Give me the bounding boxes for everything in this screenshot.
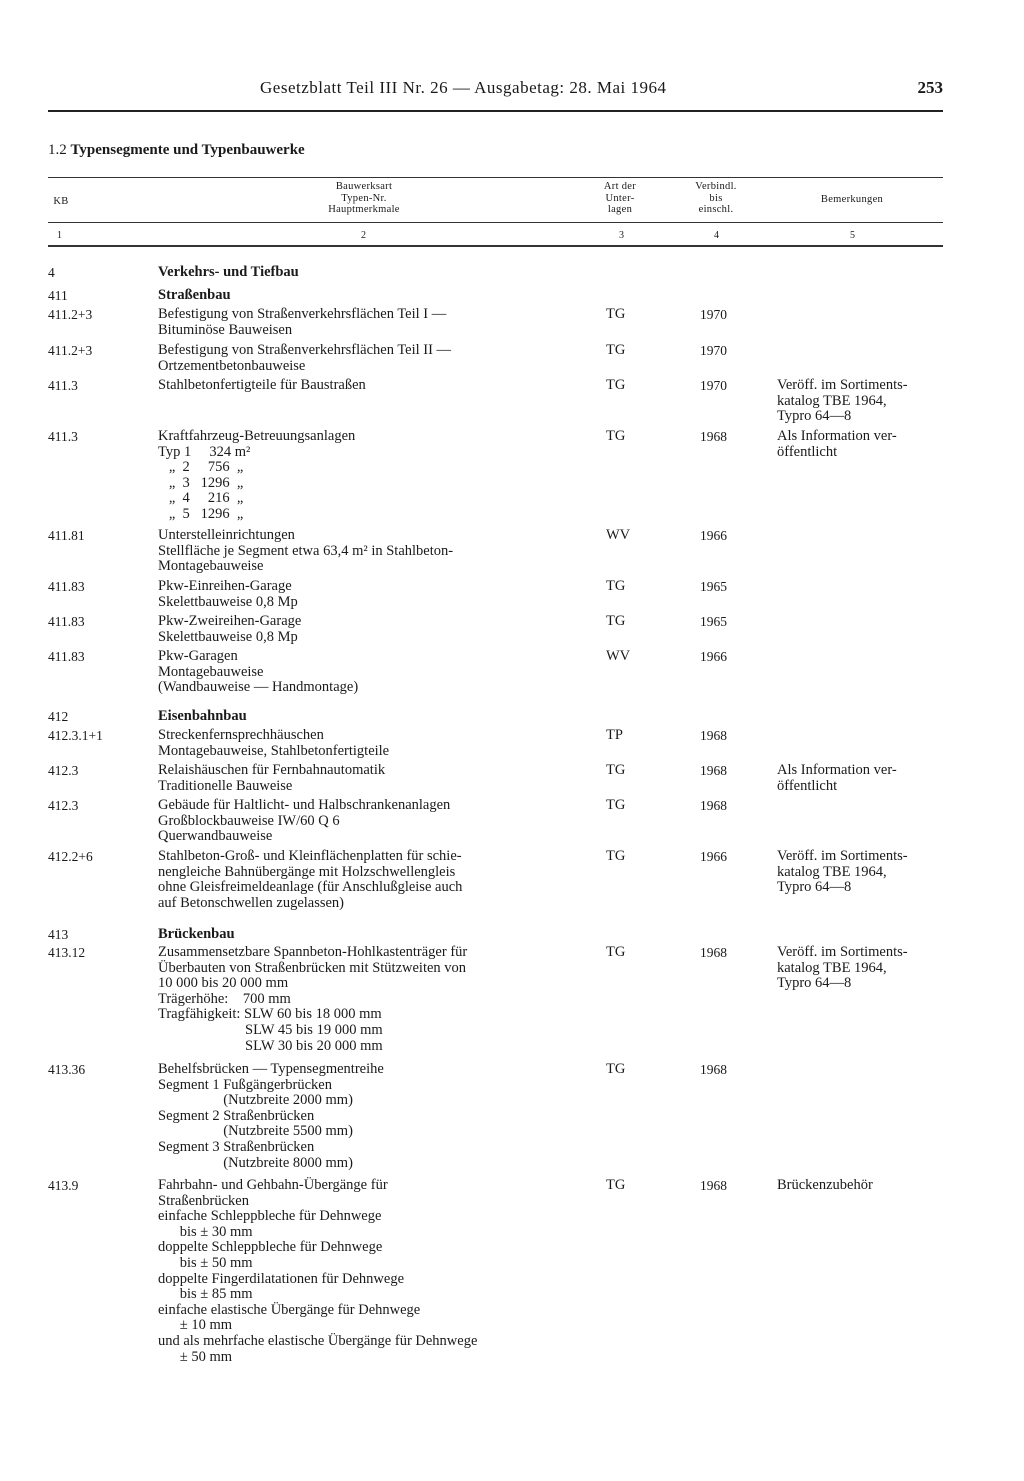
kb-code: 4	[48, 265, 55, 280]
type-description: Fahrbahn- und Gehbahn-Übergänge für Straßenbrücken einfache Schleppbleche für Dehnwege bis ± 30 mm doppelte Schleppbleche für Dehnwege bis ± 50 mm doppelte Fingerdilatationen für Dehnwege bis ± 85 mm einfache elastische Übergänge für Dehnwege ± 10 mm und als mehrfache elastische Übergänge für Dehnwege ± 50 mm	[158, 1177, 478, 1365]
col-header-bemerkungen: Bemerkungen	[820, 194, 884, 205]
group-heading: Straßenbau	[158, 287, 231, 303]
section-heading	[48, 142, 305, 159]
column-number-rule	[48, 245, 943, 247]
col-number-4: 4	[714, 230, 719, 241]
col-header-verbindlich: Verbindl. bis einschl.	[695, 181, 737, 215]
kb-code: 411.3	[48, 378, 78, 393]
binding-until-year: 1968	[700, 1178, 727, 1193]
document-type: TG	[606, 613, 626, 629]
type-description: Befestigung von Straßenverkehrsflächen Teil II — Ortzementbetonbauweise	[158, 342, 452, 374]
kb-code: 412.3.1+1	[48, 728, 103, 743]
document-type: TG	[606, 306, 626, 322]
kb-code: 413.36	[48, 1062, 86, 1077]
kb-code: 411.3	[48, 429, 78, 444]
document-type: WV	[606, 648, 631, 664]
document-type: TG	[606, 848, 626, 864]
document-type: TP	[606, 727, 623, 743]
table-top-rule	[48, 177, 943, 178]
type-description: Relaishäuschen für Fernbahnautomatik Traditionelle Bauweise	[158, 762, 386, 794]
kb-code: 411.2+3	[48, 343, 93, 358]
binding-until-year: 1965	[700, 579, 727, 594]
binding-until-year: 1968	[700, 429, 727, 444]
col-header-art: Art der Unter- lagen	[603, 181, 637, 215]
page-header	[48, 78, 943, 104]
type-description: Befestigung von Straßenverkehrsflächen Teil I — Bituminöse Bauweisen	[158, 306, 447, 338]
document-type: TG	[606, 377, 626, 393]
kb-code: 411.83	[48, 579, 85, 594]
kb-code: 413.12	[48, 945, 86, 960]
col-number-1: 1	[57, 230, 62, 241]
running-title: Gesetzblatt Teil III Nr. 26 — Ausgabetag: 28. Mai 1964	[260, 78, 667, 97]
document-type: TG	[606, 797, 626, 813]
document-type: TG	[606, 1177, 626, 1193]
remarks: Veröff. im Sortiments- katalog TBE 1964, Typro 64—8	[777, 944, 908, 992]
col-number-2: 2	[361, 230, 366, 241]
type-description: Unterstelleinrichtungen Stellfläche je Segment etwa 63,4 m² in Stahlbeton- Montagebauweise	[158, 527, 454, 575]
kb-code: 412.3	[48, 763, 79, 778]
binding-until-year: 1966	[700, 528, 727, 543]
header-rule	[48, 110, 943, 112]
type-description: Kraftfahrzeug-Betreuungsanlagen Typ 1 324 m² „ 2 756 „ „ 3 1296 „ „ 4 216 „ „ 5 1296 „	[158, 428, 356, 522]
kb-code: 411.2+3	[48, 307, 93, 322]
type-description: Stahlbeton-Groß- und Kleinflächenplatten für schie- nengleiche Bahnübergänge mit Holzschwellengleis ohne Gleisfreimeldeanlage (für Anschlußgleise auch auf Betonschwellen zugelassen)	[158, 848, 463, 911]
remarks: Veröff. im Sortiments- katalog TBE 1964, Typro 64—8	[777, 377, 908, 425]
page-number: 253	[917, 78, 943, 97]
kb-code: 412.2+6	[48, 849, 93, 864]
type-description: Stahlbetonfertigteile für Baustraßen	[158, 377, 366, 393]
type-description: Pkw-Garagen Montagebauweise (Wandbauweise — Handmontage)	[158, 648, 359, 696]
document-type: TG	[606, 1061, 626, 1077]
document-type: TG	[606, 762, 626, 778]
group-heading: Verkehrs- und Tiefbau	[158, 264, 299, 280]
col-header-kb: KB	[53, 196, 69, 207]
document-type: TG	[606, 578, 626, 594]
section-number: 1.2	[48, 142, 67, 158]
type-description: Zusammensetzbare Spannbeton-Hohlkastenträger für Überbauten von Straßenbrücken mit Stützweiten von 10 000 bis 20 000 mm Trägerhöhe: 700 mm Tragfähigkeit: SLW 60 bis 18 000 mm SLW 45 bis 19 000 mm SLW 30 bis 20 000 mm	[158, 944, 468, 1054]
type-description: Pkw-Zweireihen-Garage Skelettbauweise 0,8 Mp	[158, 613, 302, 645]
header-divider-rule	[48, 222, 943, 223]
kb-code: 413	[48, 927, 69, 942]
kb-code: 411.83	[48, 614, 85, 629]
binding-until-year: 1966	[700, 849, 727, 864]
col-number-3: 3	[619, 230, 624, 241]
binding-until-year: 1970	[700, 307, 727, 322]
kb-code: 411.83	[48, 649, 85, 664]
binding-until-year: 1965	[700, 614, 727, 629]
binding-until-year: 1968	[700, 728, 727, 743]
group-heading: Brückenbau	[158, 926, 235, 942]
kb-code: 411	[48, 288, 68, 303]
kb-code: 412.3	[48, 798, 79, 813]
binding-until-year: 1970	[700, 378, 727, 393]
document-type: TG	[606, 342, 626, 358]
binding-until-year: 1970	[700, 343, 727, 358]
section-title: Typensegmente und Typenbauwerke	[70, 142, 305, 158]
type-description: Gebäude für Haltlicht- und Halbschrankenanlagen Großblockbauweise IW/60 Q 6 Querwandbauweise	[158, 797, 451, 845]
binding-until-year: 1968	[700, 763, 727, 778]
kb-code: 411.81	[48, 528, 85, 543]
type-description: Behelfsbrücken — Typensegmentreihe Segment 1 Fußgängerbrücken (Nutzbreite 2000 mm) Segment 2 Straßenbrücken (Nutzbreite 5500 mm) Segment 3 Straßenbrücken (Nutzbreite 8000 mm)	[158, 1061, 384, 1171]
type-description: Streckenfernsprechhäuschen Montagebauweise, Stahlbetonfertigteile	[158, 727, 390, 759]
type-description: Pkw-Einreihen-Garage Skelettbauweise 0,8 Mp	[158, 578, 298, 610]
kb-code: 412	[48, 709, 69, 724]
binding-until-year: 1966	[700, 649, 727, 664]
binding-until-year: 1968	[700, 945, 727, 960]
kb-code: 413.9	[48, 1178, 79, 1193]
remarks: Als Information ver- öffentlicht	[777, 428, 897, 460]
document-type: WV	[606, 527, 631, 543]
remarks: Veröff. im Sortiments- katalog TBE 1964, Typro 64—8	[777, 848, 908, 896]
binding-until-year: 1968	[700, 798, 727, 813]
remarks: Brückenzubehör	[777, 1177, 873, 1193]
document-type: TG	[606, 944, 626, 960]
document-type: TG	[606, 428, 626, 444]
group-heading: Eisenbahnbau	[158, 708, 247, 724]
remarks: Als Information ver- öffentlicht	[777, 762, 897, 794]
col-header-description: Bauwerksart Typen-Nr. Hauptmerkmale	[328, 181, 400, 215]
col-number-5: 5	[850, 230, 855, 241]
binding-until-year: 1968	[700, 1062, 727, 1077]
